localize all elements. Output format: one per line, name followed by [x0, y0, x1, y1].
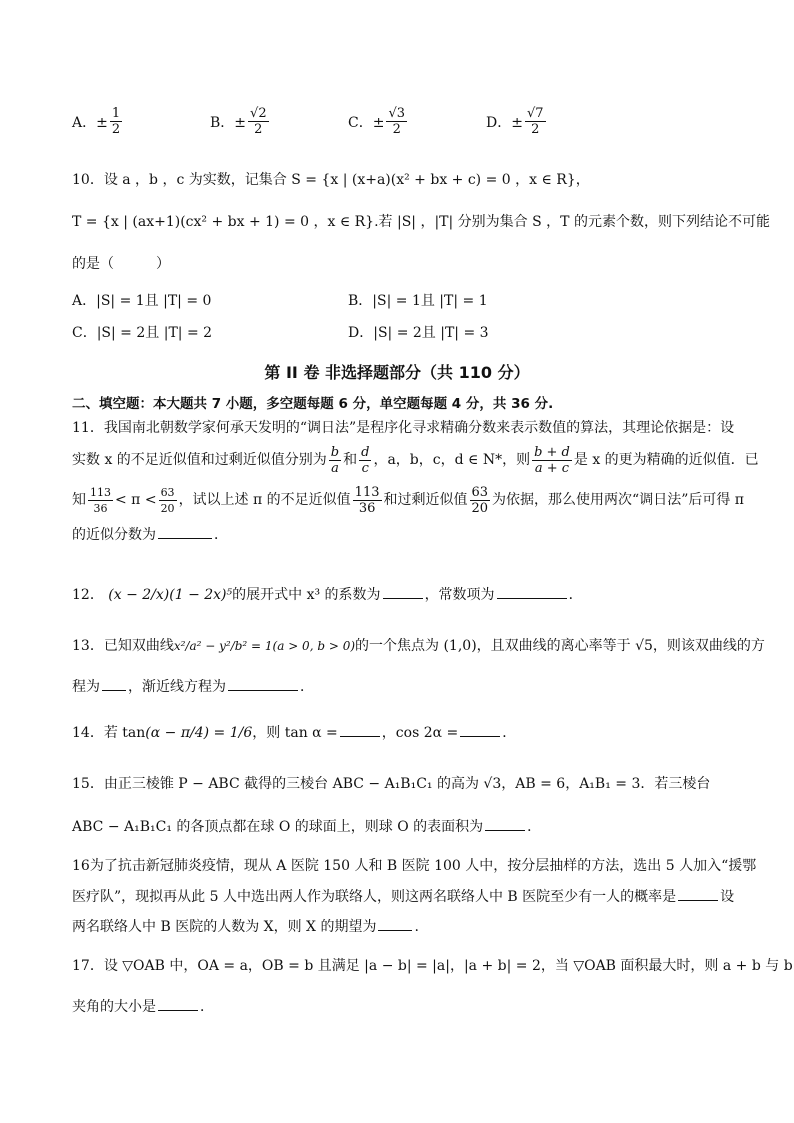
q11-frac-num: 113: [354, 484, 380, 500]
q11-line3: [72, 480, 745, 520]
q11-frac-den: a + c: [534, 460, 570, 476]
answer-blank[interactable]: [102, 676, 126, 691]
q11-text-h: 和过剩近似值: [383, 492, 468, 508]
q14-text-d: ．: [502, 725, 517, 741]
q11-frac-113-36-small: [88, 485, 113, 516]
option-d-fraction: [525, 106, 546, 137]
q11-text-k: ．: [214, 527, 228, 543]
q11-frac-den: c: [361, 460, 369, 476]
answer-blank[interactable]: [158, 996, 198, 1011]
option-a-numerator: 1: [111, 106, 121, 121]
q16-text-b: 设: [720, 889, 735, 905]
option-c-label: C．±: [348, 114, 385, 131]
q10-line1: 10．设 a ，b ，c 为实数，记集合 S = {x | (x+a)(x² + bx + c) = 0 ，x ∈ R}，: [72, 172, 590, 188]
answer-blank[interactable]: [460, 722, 500, 737]
q11-frac-num: d: [361, 444, 370, 460]
q12-text-b: ，常数项为: [424, 587, 495, 603]
q15-text-b: ．: [527, 819, 542, 835]
q11-frac-63-20: [470, 485, 491, 516]
part-two-heading: 第 II 卷 非选择题部分（共 110 分）: [264, 363, 530, 382]
q11-frac-num: b + d: [534, 444, 570, 460]
q13-text-d: ，渐近线方程为: [128, 679, 226, 695]
q11-line2: [72, 440, 759, 480]
q11-frac-b-over-a: [329, 445, 341, 476]
q11-frac-113-36: [353, 485, 382, 516]
option-b-fraction: [248, 106, 269, 137]
q15-text-a: ABC − A₁B₁C₁ 的各顶点都在球 O 的球面上，则球 O 的表面积为: [72, 819, 484, 835]
question-15-line2: [72, 816, 541, 837]
answer-blank[interactable]: [340, 722, 380, 737]
q11-frac-den: 36: [93, 501, 108, 515]
q12-expression: (x − 2/x)(1 − 2x)⁵: [108, 587, 233, 603]
q13-text-e: ．: [300, 679, 314, 695]
question-11: [72, 418, 759, 545]
q13-equation: x²/a² − y²/b² = 1(a > 0, b > 0): [173, 639, 356, 653]
option-c: [348, 106, 409, 137]
q11-line4: [72, 524, 722, 545]
option-b-label: B．±: [210, 114, 247, 131]
question-13-line1: [72, 636, 765, 656]
q11-frac-d-over-c: [359, 445, 371, 476]
question-15-line1: 15．由正三棱锥 P − ABC 截得的三棱台 ABC − A₁B₁C₁ 的高为 √3，AB = 6，A₁B₁ = 3．若三棱台: [72, 776, 711, 792]
question-16-line2: [72, 886, 734, 907]
q12-number: 12．: [72, 587, 104, 603]
question-17-line1: 17．设 ▽OAB 中，OA = a，OB = b 且满足 |a − b| = |a|，|a + b| = 2，当 ▽OAB 面积最大时，则 a + b 与 b: [72, 958, 793, 974]
q10-line3: 的是（ ）: [72, 256, 170, 272]
q11-frac-num: 63: [471, 484, 489, 500]
q14-text-b: ，则 tan α =: [252, 725, 338, 741]
q11-frac-den: 20: [471, 500, 489, 516]
q11-frac-den: 36: [358, 500, 376, 516]
q10-option-a: A．|S| = 1且 |T| = 0: [72, 293, 212, 309]
option-c-numerator: √3: [388, 106, 406, 121]
q10-line2: T = {x | (ax+1)(cx² + bx + 1) = 0 ，x ∈ R}.若 |S| ，|T| 分别为集合 S ，T 的元素个数，则下列结论不可能: [72, 214, 770, 230]
q12-text-a: 的展开式中 x³ 的系数为: [232, 587, 381, 603]
q16-text-d: .: [414, 919, 419, 935]
answer-blank[interactable]: [378, 916, 412, 931]
q14-text-c: ，cos 2α =: [381, 725, 459, 741]
q17-text-a: 夹角的大小是: [72, 999, 156, 1015]
q13-text-c: 程为: [72, 679, 100, 695]
option-b: [210, 106, 271, 137]
option-d-label: D．±: [486, 114, 523, 131]
option-d-denominator: 2: [531, 122, 540, 137]
answer-blank[interactable]: [158, 524, 212, 539]
q16-text-a: 医疗队”，现拟再从此 5 人中选出两人作为联络人，则这两名联络人中 B 医院至少有一人的概率是: [72, 889, 677, 905]
q10-option-b: B．|S| = 1且 |T| = 1: [348, 293, 488, 309]
q11-text-e: 知: [72, 492, 86, 508]
answer-blank[interactable]: [383, 584, 423, 599]
q14-expression: (α − π/4) = 1/6: [145, 725, 253, 741]
q11-text-f: < π <: [115, 492, 157, 508]
question-12: [72, 584, 583, 605]
q14-text-a: 14．若 tan: [72, 725, 146, 741]
option-d-numerator: √7: [526, 106, 544, 121]
option-c-fraction: [386, 106, 407, 137]
question-13-line2: [72, 676, 314, 697]
option-b-numerator: √2: [250, 106, 267, 121]
q11-text-c: ，a，b，c，d ∈ N*，则: [373, 452, 531, 468]
q11-frac-63-20-small: [159, 485, 177, 516]
answer-blank[interactable]: [228, 676, 298, 691]
section-instructions: 二、填空题：本大题共 7 小题，多空题每题 6 分，单空题每题 4 分，共 36 分.: [72, 396, 554, 412]
answer-blank[interactable]: [485, 816, 525, 831]
q13-text-b: 的一个焦点为 (1,0)，且双曲线的离心率等于 √5，则该双曲线的方: [355, 638, 765, 654]
option-a-label: A．±: [72, 114, 108, 131]
q12-text-c: ．: [568, 587, 583, 603]
option-a-denominator: 2: [111, 122, 121, 137]
q10-option-c: C．|S| = 2且 |T| = 2: [72, 325, 213, 341]
q13-text-a: 13．已知双曲线: [72, 638, 174, 654]
q11-frac-num: 113: [90, 485, 111, 499]
q11-text-i: 为依据，那么使用两次“调日法”后可得 π: [492, 492, 745, 508]
question-17-line2: [72, 996, 214, 1017]
q11-frac-num: 63: [160, 485, 175, 499]
question-16-line1: 16为了抗击新冠肺炎疫情，现从 A 医院 150 人和 B 医院 100 人中，按分层抽样的方法，选出 5 人加入“援鄂: [72, 858, 757, 874]
option-a: [72, 106, 124, 137]
q11-frac-den: 20: [160, 501, 175, 515]
question-16-line3: [72, 916, 419, 937]
option-a-fraction: [110, 106, 122, 137]
q16-text-c: 两名联络人中 B 医院的人数为 X，则 X 的期望为: [72, 919, 377, 935]
q11-frac-den: a: [331, 460, 339, 476]
option-c-denominator: 2: [392, 122, 401, 137]
q11-text-b: 和: [343, 452, 358, 468]
q11-line1: 11．我国南北朝数学家何承天发明的“调日法”是程序化寻求精确分数来表示数值的算法，其理论依据是：设: [72, 420, 735, 436]
q11-text-j: 的近似分数为: [72, 527, 156, 543]
q11-frac-mediant: [532, 445, 572, 476]
question-14: [72, 722, 516, 743]
q11-text-g: ，试以上述 π 的不足近似值: [178, 492, 351, 508]
option-d: [486, 106, 548, 137]
option-b-denominator: 2: [254, 122, 263, 137]
q11-frac-num: b: [330, 444, 340, 460]
q11-text-a: 实数 x 的不足近似值和过剩近似值分别为: [72, 452, 327, 468]
q10-option-d: D．|S| = 2且 |T| = 3: [348, 325, 489, 341]
q17-text-b: ．: [200, 999, 214, 1015]
answer-blank[interactable]: [678, 886, 718, 901]
answer-blank[interactable]: [497, 584, 567, 599]
prev-question-options: [72, 106, 732, 150]
q11-text-d: 是 x 的更为精确的近似值．已: [573, 452, 759, 468]
